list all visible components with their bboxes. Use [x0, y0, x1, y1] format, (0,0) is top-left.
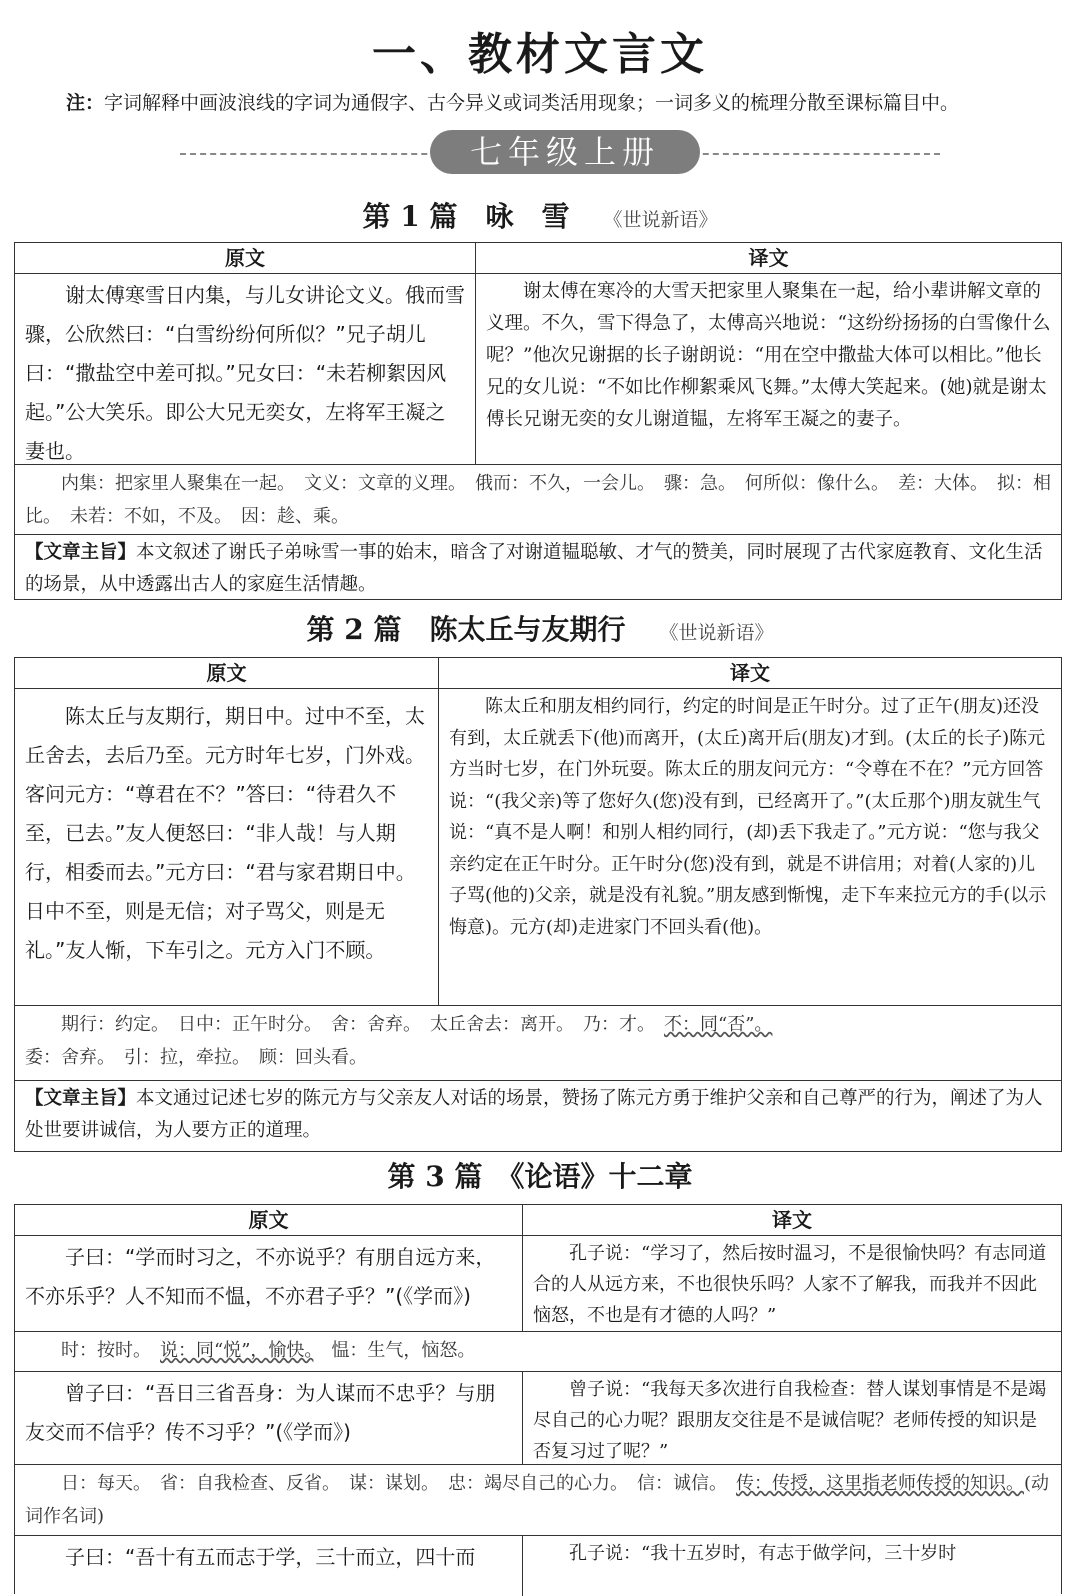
chapter1-heading: [0, 195, 1080, 235]
translation-header: 译文: [748, 246, 789, 270]
chapter3-s1-gloss-a: 时：按时。: [61, 1340, 160, 1361]
chapter3-s2-gloss-c: (动词作名词): [25, 1473, 1050, 1527]
original-header: 原文: [15, 1205, 523, 1235]
chapter3-s1-gloss-c: 愠：生气，恼怒。: [313, 1340, 476, 1361]
note-label: 注：: [66, 92, 105, 114]
chapter2-source: 《世说新语》: [659, 622, 774, 644]
theme-label: 【文章主旨】: [25, 542, 137, 563]
chapter2-heading: [0, 608, 1080, 648]
chapter2-theme: [15, 1081, 1061, 1151]
chapter3-table: [14, 1204, 1062, 1594]
chapter2-original: 陈太丘与友期行，期日中。过中不至，太丘舍去，去后乃至。元方时年七岁，门外戏。客问元方：“尊君在不？”答曰：“待君久不至，已去。”友人便怒曰：“非人哉！与人期行，相委而去。”元方曰：“君与家君期日中。日中不至，则是无信；对子骂父，则是无礼。”友人惭，下车引之。元方入门不顾。: [15, 689, 439, 1005]
chapter3-s1-glossary: [15, 1332, 1061, 1372]
chapter3-s2-glossary: [15, 1465, 1061, 1536]
chapter1-theme-text: 本文叙述了谢氏子弟咏雪一事的始末，暗含了对谢道韫聪敏、才气的赞美，同时展现了古代家庭教育、文化生活的场景，从中透露出古人的家庭生活情趣。: [25, 542, 1043, 595]
chapter2-glossary-b: 不：同“否”。: [664, 1014, 773, 1035]
chapter3-s2-gloss-a: 日：每天。 省：自我检查、反省。 谋：谋划。 忠：竭尽自己的心力。 信：诚信。: [61, 1473, 736, 1494]
chapter3-s1-gloss-b: 说：同“悦”，愉快。: [160, 1340, 314, 1361]
chapter3-s1-translation: 孔子说：“学习了，然后按时温习，不是很愉快吗？有志同道合的人从远方来，不也很快乐吗？人家不了解我，而我并不因此恼怒，不也是有才德的人吗？”: [533, 1243, 1047, 1326]
chapter2-table: [14, 657, 1062, 1152]
chapter2-title: 第 2 篇 陈太丘与友期行: [306, 613, 626, 646]
chapter1-original: 谢太傅寒雪日内集，与儿女讲论文义。俄而雪骤，公欣然曰：“白雪纷纷何所似？”兄子胡儿曰：“撒盐空中差可拟。”兄女曰：“未若柳絮因风起。”公大笑乐。即公大兄无奕女，左将军王凝之妻也。: [15, 274, 476, 464]
original-header: 原文: [15, 658, 439, 688]
chapter1-title: 第 1 篇 咏 雪: [362, 200, 570, 233]
chapter3-s3-translation: 孔子说：“我十五岁时，有志于做学问，三十岁时: [569, 1543, 957, 1564]
chapter1-source: 《世说新语》: [603, 209, 718, 231]
note: [66, 88, 1066, 115]
chapter1-translation: 谢太傅在寒冷的大雪天把家里人聚集在一起，给小辈讲解文章的义理。不久，雪下得急了，太傅高兴地说：“这纷纷扬扬的白雪像什么呢？”他次兄谢据的长子谢朗说：“用在空中撒盐大体可以相比。”他长兄的女儿说：“不如比作柳絮乘风飞舞。”太傅大笑起来。(她)就是谢太傅长兄谢无奕的女儿谢道韫，左将军王凝之的妻子。: [486, 281, 1051, 430]
chapter1-theme: [15, 535, 1061, 599]
chapter1-table: [14, 242, 1062, 600]
chapter3-s2-gloss-b: 传：传授，这里指老师传授的知识。: [736, 1473, 1024, 1494]
chapter2-glossary-c: 委：舍弃。 引：拉，牵拉。 顾：回头看。: [25, 1047, 367, 1068]
chapter2-translation: 陈太丘和朋友相约同行，约定的时间是正午时分。过了正午(朋友)还没有到，太丘就丢下(他)而离开，(太丘)离开后(朋友)才到。(太丘的长子)陈元方当时七岁，在门外玩耍。陈太丘的朋友问元方：“令尊在不在？”元方回答说：“(我父亲)等了您好久(您)没有到，已经离开了。”(太丘那个)朋友就生气说：“真不是人啊！和别人相约同行，(却)丢下我走了。”元方说：“您与我父亲约定在正午时分。正午时分(您)没有到，就是不讲信用；对着(人家的)儿子骂(他的)父亲，就是没有礼貌。”朋友感到惭愧，走下车来拉元方的手(以示悔意)。元方(却)走进家门不回头看(他)。: [449, 696, 1047, 938]
chapter3-heading: [0, 1155, 1080, 1195]
theme-label: 【文章主旨】: [25, 1088, 137, 1109]
chapter3-s3-original: 子曰：“吾十有五而志于学，三十而立，四十而: [15, 1536, 523, 1596]
chapter1-glossary: 内集：把家里人聚集在一起。 文义：文章的义理。 俄而：不久，一会儿。 骤：急。 何所似：像什么。 差：大体。 拟：相比。 未若：不如，不及。 因：趁、乘。: [15, 465, 1061, 535]
chapter3-s2-translation: 曾子说：“我每天多次进行自我检查：替人谋划事情是不是竭尽自己的心力呢？跟朋友交往是不是诚信呢？老师传授的知识是否复习过了呢？”: [533, 1379, 1047, 1462]
translation-header: 译文: [730, 661, 770, 685]
page-title: 一、教材文言文: [372, 29, 708, 80]
chapter3-s1-original: 子曰：“学而时习之，不亦说乎？有朋自远方来，不亦乐乎？人不知而不愠，不亦君子乎？”(《学而》): [15, 1236, 523, 1331]
original-header: 原文: [15, 243, 476, 273]
chapter2-glossary-a: 期行：约定。 日中：正午时分。 舍：舍弃。 太丘舍去：离开。 乃：才。: [61, 1014, 664, 1035]
grade-banner: 七年级上册: [430, 130, 700, 174]
chapter2-theme-text: 本文通过记述七岁的陈元方与父亲友人对话的场景，赞扬了陈元方勇于维护父亲和自己尊严的行为，阐述了为人处世要讲诚信，为人要方正的道理。: [25, 1088, 1043, 1141]
note-text: 字词解释中画波浪线的字词为通假字、古今异义或词类活用现象；一词多义的梳理分散至课标篇目中。: [104, 92, 960, 114]
chapter3-s2-original: 曾子曰：“吾日三省吾身：为人谋而不忠乎？与朋友交而不信乎？传不习乎？”(《学而》): [15, 1372, 523, 1464]
chapter3-title: 第 3 篇 《论语》十二章: [387, 1160, 693, 1193]
translation-header: 译文: [772, 1208, 812, 1232]
chapter2-glossary: [15, 1006, 1061, 1081]
